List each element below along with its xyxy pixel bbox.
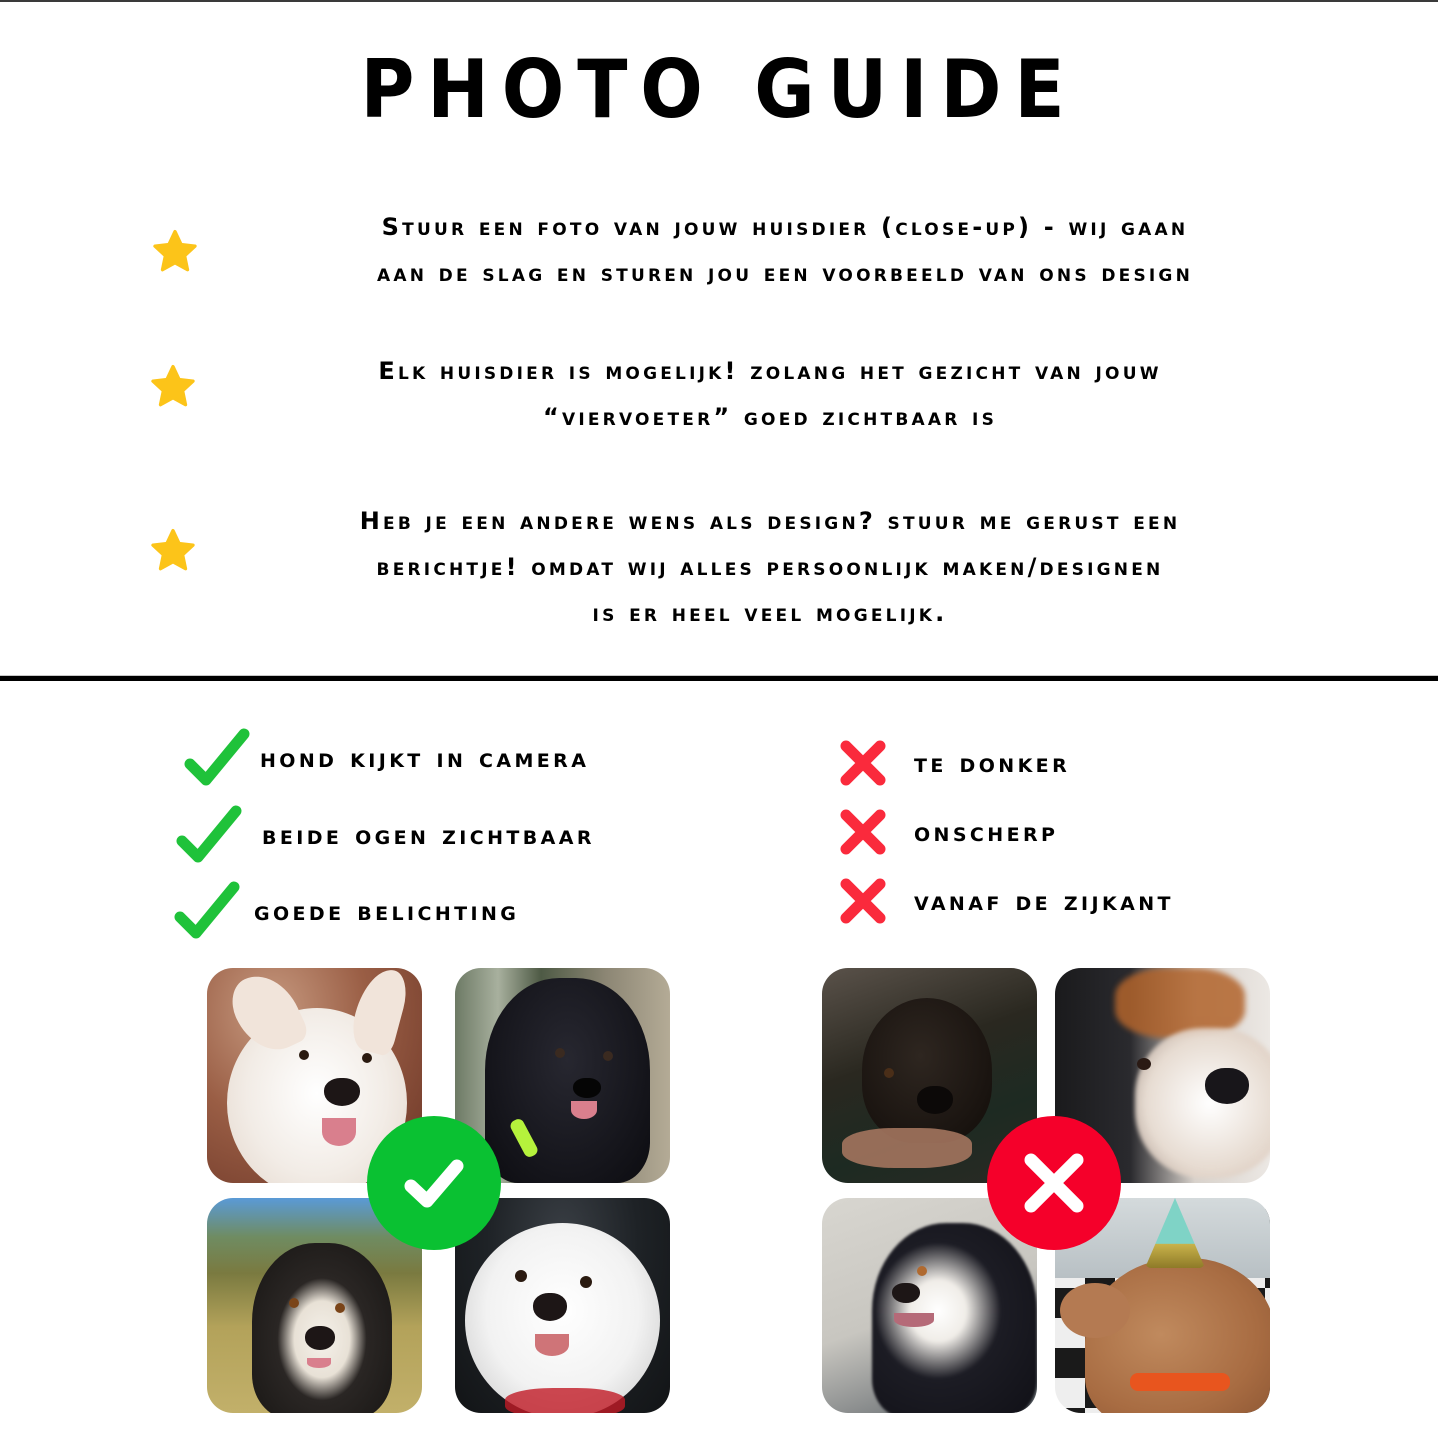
checkmark-icon	[172, 881, 240, 941]
cross-icon	[838, 738, 888, 788]
cross-icon	[838, 876, 888, 926]
tip-text	[230, 204, 1340, 296]
good-badge	[367, 1116, 501, 1250]
bad-badge	[987, 1116, 1121, 1250]
section-divider	[0, 676, 1438, 681]
tip-line: Elk huisdier is mogelijk! zolang het gezicht van jouw	[378, 357, 1162, 385]
top-border	[0, 0, 1438, 2]
tip-line: Stuur een foto van jouw huisdier (close-up) - wij gaan	[381, 213, 1189, 241]
tip-line: is er heel veel mogelijk.	[592, 599, 948, 627]
page-title: PHOTO GUIDE	[360, 43, 1078, 136]
good-examples-grid	[207, 968, 671, 1414]
tip-text	[230, 348, 1310, 440]
star-icon	[147, 362, 199, 412]
do-item-label: hond kijkt in camera	[260, 742, 590, 774]
dont-item	[838, 738, 1070, 788]
dont-item-label: vanaf de zijkant	[914, 885, 1174, 917]
tip-line: aan de slag en sturen jou een voorbeeld van ons design	[376, 259, 1194, 287]
do-item	[174, 805, 595, 865]
star-icon	[149, 227, 201, 277]
dont-item-label: onscherp	[914, 816, 1059, 848]
do-item-label: beide ogen zichtbaar	[262, 819, 595, 851]
tip-line: berichtje! omdat wij alles persoonlijk maken/designen	[376, 553, 1164, 581]
do-item-label: goede belichting	[254, 895, 520, 927]
tip-line: Heb je een andere wens als design? stuur me gerust een	[359, 507, 1181, 535]
checkmark-icon	[182, 728, 250, 788]
dont-item	[838, 807, 1058, 857]
check-circle-icon	[397, 1146, 471, 1220]
dont-item	[838, 876, 1174, 926]
photo-white-maltese	[455, 1198, 670, 1413]
cross-icon	[838, 807, 888, 857]
dont-item-label: te donker	[914, 747, 1071, 779]
x-circle-icon	[1017, 1146, 1091, 1220]
star-icon	[147, 526, 199, 576]
checkmark-icon	[174, 805, 242, 865]
do-item	[182, 728, 589, 788]
tip-text	[220, 498, 1320, 636]
photo-blurry-bernese	[822, 1198, 1037, 1413]
do-item	[172, 881, 519, 941]
bad-examples-grid	[822, 968, 1286, 1414]
tip-line: “viervoeter” goed zichtbaar is	[542, 403, 998, 431]
